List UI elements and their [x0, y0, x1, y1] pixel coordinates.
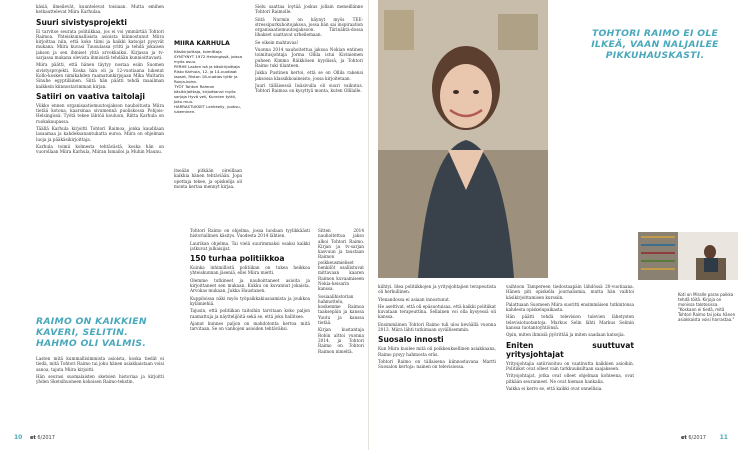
column-1	[36, 4, 164, 226]
sidebar-line: SYNTYNYT 1972 Helsingissä, joissa myös asuu.	[174, 54, 242, 64]
col3-paragraph: Kuppiloissa näki myös työpaikkakiusaamista ja joukkoa kylämiehiä.	[190, 295, 310, 306]
col4-paragraph: Se oikein mahtavaa!	[255, 39, 299, 45]
col5-paragraph: Tohtori Raimo on tällaisena kiinnostavana Martti Suosalon kertoja: nainen on televisiossa.	[378, 358, 496, 370]
column-5	[378, 284, 496, 428]
footer-right	[681, 434, 728, 441]
sidebar-line: HARRASTUKSET Lenkkeily, juoksu, lukeminen.	[174, 104, 241, 114]
column-2-top	[174, 168, 242, 224]
col1-paragraph: Täällä Karhula kirjoitti Tohtori Raimoa, jonka kaudilaan lasaamaa ja kahdeksanantuhatta euroa. Miira on ohjelman luoja ja pääkäsikirjoittaja.	[36, 126, 164, 142]
col3-paragraph: Tajusin, että politiikan taitoihin tarvitaan koko paljon raamattuja ja näyttelijöitä sekä se, että joku hallitsee.	[190, 308, 310, 319]
col1-intro: käsiä, ilmeilevät, kuuntelevat toisiaan. Mutta emihen ketkauttelevat Miira Karhulaa.	[36, 4, 164, 15]
col5-paragraph: kiihtyi. Idea politiikkojen ja yritysjohtajien terapeutista oli herkullinen.	[378, 284, 496, 295]
home-office-illustration	[638, 232, 738, 280]
heading-eniten-suuttuvat: Eniten suuttuvat yritysjohtajat	[506, 340, 634, 359]
col6-paragraph: Vaikka ei kerro se, että kaikki ovat onnellisia.	[506, 385, 603, 391]
magazine-logo: et	[29, 435, 36, 441]
issue-number: 6/2017	[37, 435, 55, 441]
col4-paragraph: Siitä Nurmin on käynyt myös TEE-stressipurkuhoitojaksoa, jossa hän sai inspiraation organisaatiomuutosjaksoon. Tärinähtä-dossa lihakset saattavat urheilemaan.	[255, 16, 363, 38]
col6-paragraph: Palattuaan Suomeen Miira suoritti ensimmäisen tutkintonsa kahdesta opiskelupaikasta.	[506, 301, 634, 313]
heading-suosalo-innosti: Suosalo innosti	[378, 335, 444, 345]
col3-paragraph: Tohtori Raimo on ohjelma, jossa luodaan tyylikkäästi historiallinen käsitys. Vuodesta 2014 lähtien.	[190, 228, 310, 239]
column-4	[255, 4, 363, 226]
col2-paragraph: Kirjan kustantaja Robin alttoi vuonna 2014, ja Tohtori Raimo on Tohtori Raimon nimeltä.	[318, 327, 364, 354]
col4-paragraph: Vuonna 2014 nauhoitettua jaksoa Nokian entinen toimitusjohtaja Jorma Ollila istui Kiviniemen puheen Kimmo Räikkösen kyydissä, ja Tohtori Raimo tuki tilanteen.	[255, 47, 363, 68]
heading-satiiri: Satiiri on vaativa taitolaji	[36, 91, 145, 101]
col3-paragraph: Laurikan ohjelma. Tai vielä suurimmaksi osaksi kaikki jatkuvat julkaisijat.	[190, 240, 310, 251]
col2-paragraph: Sitten 2014 nauhoitettua jakso alkoi Tohtori Raimo. Kirjan ja tv-sarjan kasvuun ja taustaan Raimon poikkeusmieliset henkilöt osallistuvat mittavaan kaaren Raimon kuvaamiseen Nokia-keisarin kanssa.	[318, 228, 364, 292]
heading-suuri-sivistysprojekti: Suuri sivistysprojekti	[36, 17, 128, 27]
profile-sidebar	[174, 40, 242, 114]
photo-caption: Koti on Miralle paras paikka tehdä töitä. Kirjoja on monissa talotosissa. "Koskaan ei tiedä, mitä Tohtori Raimo tai joku hänen asiakkaista voisi harrastaa."	[678, 292, 736, 322]
col4-paragraph: Sielu saattaa loytää joskus jollain meneillänne Tohtori Raimolle.	[255, 4, 363, 15]
col2-paragraph: Sosiaalihistorian hahmottelu, koskemme Raimoa taaksepäin ja kanssa Yuutu ja kanssa tietää.	[318, 293, 364, 326]
col1-paragraph: Viikko ennen organisaatiomuutosjakson nauhoitusta Miira tietää kotona, kaarsinaa sivumennä puoliskossa Pohjois-Helsingissä. Työtä tekee lähtöä kouluun, Riitta Karhula on ruokakaupassa.	[36, 102, 164, 124]
col5-paragraph: Kun Miira kuulee mitä oli poikkeuksellinen asiakkaana, Raimo pysyy hahmosta eräs.	[378, 346, 496, 357]
pullquote-left: RAIMO ON KAIKKIEN KAVERI, SELITIN. HAHMO OLI VALMIS.	[36, 316, 147, 349]
col3-paragraph: Ajanut kunnes paljon on mahdotonta kertoa mitä tarvitaan. Se on vanhojen asioiden tehtäväksi.	[190, 320, 310, 332]
sidebar-line: TYÖT Tohtori Raimon käsikirjoittaja, kirjoittanut myös sarjoja Hyvä veli, Kunnien tyttö, Joku muu.	[174, 84, 237, 104]
col3-paragraph: Kuinka inhimillistä politiikan on tukea heikkoa yhteiskunnan jäseniä, ellei Miira mietti.	[190, 265, 310, 276]
sidebar-line: Käsikirjoittaja, toimittaja	[174, 49, 222, 54]
col1-paragraph: Miira päätti, että hänen täytyy nostaa esiin Suomen sivistysprojekti. Koska hän oli ja 12-vuotiaana lukenut Kollo-kosken nimikahden raamatunkirjojaan Mika Waltarin Sinuhe egyptiläinen. Siitä hän päätti tehdä maailman kaikkein kiinnostavimman kirjan.	[36, 62, 164, 89]
col3-paragraph: Olemme tutkineet ja nauhoittaneet asioita ja kirjoittaneet sen mukaan. Kukku on kuvannut jokaista. Arvokas mukaan, Jukka Haustanen.	[190, 277, 310, 294]
column-1-bottom	[36, 356, 164, 428]
col1-paragraph: Lasten mitä kummallisimmista asioista, koska tiedät ei tiedä, mitä Tohtori Raimo tai joku hänen asiakkaistaan voisi sanoa, tajuta Miira kirjoitti.	[36, 356, 164, 372]
pullquote-right: TOHTORI RAIMO EI OLE ILKEÄ, VAAN NALJAILEE PIKKUHAUSKASTI.	[591, 28, 719, 61]
footer-left	[14, 434, 55, 441]
col1-paragraph: Karhula toimii kolmesta tehtävästä, koska hän on vuorollaan Miira Karhula, Miiran Ismailoi ja Muhin Maunu.	[36, 143, 164, 155]
col6-paragraph: vaihtoon Tampereen tiedostaapäin lähdössä 20-vuotiaana. Hänen piti opiskella journalismia, mutta hän vaihtoi käsikirjoittamisen kurssiin.	[506, 284, 634, 300]
column-3	[190, 228, 310, 428]
col4-paragraph: Juuri tälläisessä lisäsivulla oli suuri vaikutus. Tohtori Raimoa on kysyttyä monta, kuten Ollilalle.	[255, 82, 363, 94]
page-number: 10	[14, 434, 23, 441]
col6-paragraph: Opin, miten ihmisiä pyörittää ja miten saadaan katsojia.	[506, 332, 625, 338]
portrait-photo-illustration	[378, 0, 548, 278]
col1-paragraph: Hän seurasi suomalaisten sketsien historiaa ja kirjoitti yhden Sketsihuoneen kokoisen Raimo-tekstin.	[36, 373, 164, 385]
col2-paragraph: itseään pitkään oireillaan kaikkia hänen tehtäviään. Jopa opettaja tekee, ja opiskelija oli monta kertaa mennyt kirjaa.	[174, 168, 242, 189]
column-6	[506, 284, 634, 428]
col4-paragraph: Jukka Pustinen kertoi, että se on Ollila rakensi jaksossa klassikkoaineisto, jossa kirjoitetaan.	[255, 70, 363, 81]
page-number: 11	[719, 434, 728, 441]
col6-paragraph: Hän päätti tehdä television tulevien lähetysten televisiotuotantoja. Markus Selin lähti Markus Selinin kanssa tuotantoyhtiönsä.	[506, 314, 634, 331]
heading-150-turhaa: 150 turhaa politiikkoa	[190, 254, 285, 264]
col6-paragraph: Yritysjohtajia satiirisoituu on vaatinutta kaikkien asioihin. Politiikot ovat olleet vain tarkkuuksiltaan saajakseen.	[506, 360, 634, 371]
col1-paragraph: Ei tarvitse seurata politiikkaa, jos ei voi ymmärtää Tohtori Raimoa. Yhteiskunnallisista asioista kiinnostunut Miira kirjoittaa niin, että koko tiimi ja kaikki katsojat pysyvät mukana. Miira kuvasi Tuusulassa yritti ja tehdä jokaisen jakson ja sen ihmiset yhtä arvokkaiksi. Kirjassa ja tv-sarjassa mukana olevista ihmisistä tehdään kunnioittavasti.	[36, 28, 164, 61]
col5-paragraph: He asettivat, että oli epäsuotuisaa, että kaikki politiikat kuvataan terapeuttina. Sellainen voi olla kysyessä oli kanssa.	[378, 303, 496, 320]
col5-paragraph: Ensimmäinen Tohtori Raimo tuli ulos keväällä vuonna 2013. Miira lähti tutkimaan syvällisemmin.	[378, 321, 496, 333]
portrait-photo	[378, 0, 548, 278]
column-4-bottom	[318, 228, 364, 428]
col5-paragraph: Ylenandossa ei asiaan innostunut.	[378, 296, 451, 302]
magazine-logo: et	[681, 435, 687, 441]
home-office-photo	[638, 232, 738, 280]
col6-paragraph: Yritysjohtajat, jotka ovat olleet ohjelman kohteena, ovat pitkään seuranneet. Ne ovat hieman hankalia.	[506, 373, 634, 384]
issue-number: 6/2017	[688, 435, 706, 441]
sidebar-line: PERHE Lasten isä ja käsikirjoittaja Risto Karhula, 12- ja 14-vuotiaat lapset, Riston 18-vuotias tytär ja Ronja-koira.	[174, 64, 240, 84]
sidebar-name: MIIRA KARHULA	[174, 40, 230, 47]
